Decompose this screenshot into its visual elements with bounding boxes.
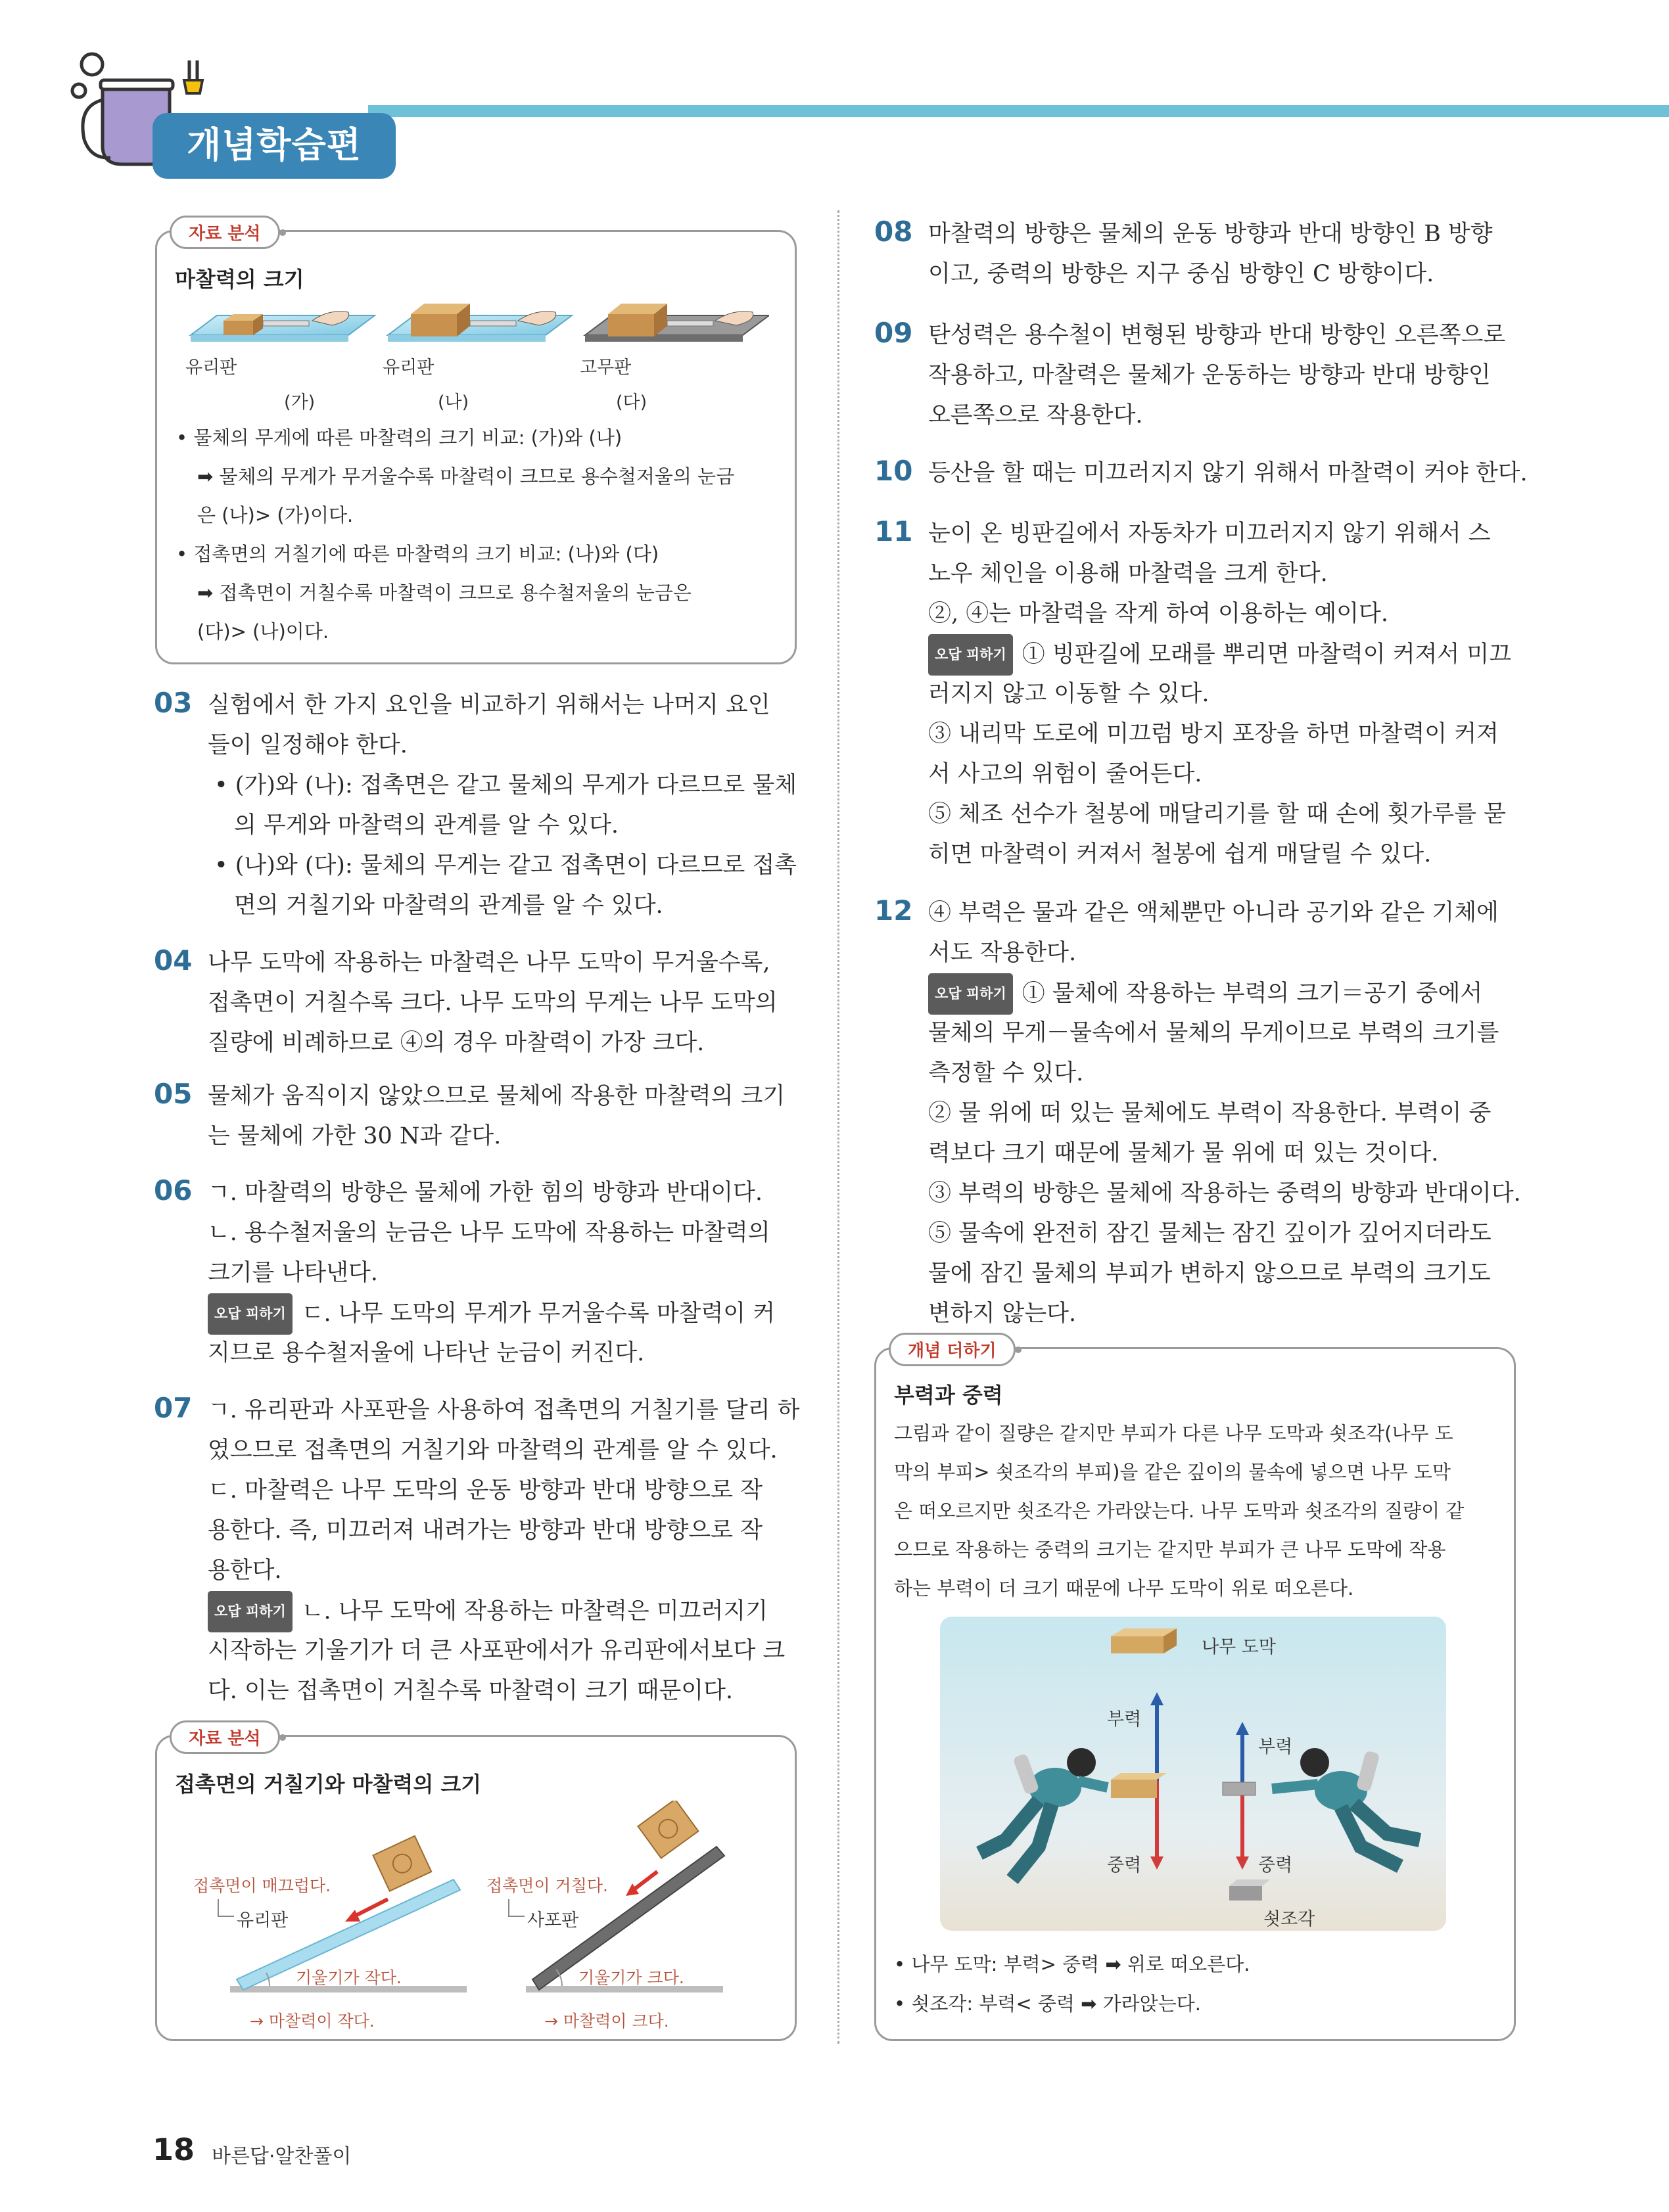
- fig-label-buoyancy-right: 부력: [1258, 1737, 1293, 1757]
- box1-line: 은 (나)> (가)이다.: [197, 504, 354, 526]
- surface-smooth-label: 접촉면이 매끄럽다.: [193, 1876, 331, 1895]
- answer-line: 마찰력의 방향은 물체의 운동 방향과 반대 방향인 B 방향: [928, 221, 1493, 247]
- fig-label-iron: 쇳조각: [1263, 1909, 1315, 1929]
- answer-line: 이고, 중력의 방향은 지구 중심 방향인 C 방향이다.: [928, 261, 1434, 287]
- answer-line: 의 무게와 마찰력의 관계를 알 수 있다.: [234, 812, 619, 839]
- answer-line: 서 사고의 위험이 줄어든다.: [928, 761, 1202, 787]
- answer-number: 09: [874, 317, 913, 349]
- answer-line: ③ 부력의 방향은 물체에 작용하는 중력의 방향과 반대이다.: [928, 1180, 1521, 1207]
- answer-line: ⑤ 체조 선수가 철봉에 매달리기를 할 때 손에 횟가루를 묻: [928, 801, 1506, 827]
- box1-line: • 접촉면의 거칠기에 따른 마찰력의 크기 비교: (나)와 (다): [176, 543, 659, 565]
- fig-label-gravity-right: 중력: [1258, 1855, 1293, 1876]
- box3-line: 막의 부피> 쇳조각의 부피)을 같은 깊이의 물속에 넣으면 나무 도막: [894, 1461, 1451, 1483]
- answer-line: 였으므로 접촉면의 거칠기와 마찰력의 관계를 알 수 있다.: [208, 1437, 778, 1463]
- answer-number: 06: [154, 1174, 193, 1207]
- answer-line: ㄱ. 마찰력의 방향은 물체에 가한 힘의 방향과 반대이다.: [208, 1180, 763, 1206]
- answer-line-odap: [928, 634, 1511, 676]
- friction-large-label: → 마찰력이 크다.: [544, 2012, 669, 2031]
- answer-line: ②, ④는 마찰력을 작게 하여 이용하는 예이다.: [928, 601, 1388, 627]
- box1-line: ➡ 접촉면이 거칠수록 마찰력이 크므로 용수철저울의 눈금은: [197, 582, 692, 604]
- box1-line: • 물체의 무게에 따른 마찰력의 크기 비교: (가)와 (나): [176, 426, 623, 449]
- answer-line: 는 물체에 가한 30 N과 같다.: [208, 1123, 502, 1149]
- fig-label-wood: 나무 도막: [1202, 1637, 1276, 1657]
- answer-line: 히면 마찰력이 커져서 철봉에 쉽게 매달릴 수 있다.: [928, 841, 1432, 867]
- box-tag: 자료 분석: [170, 1720, 280, 1754]
- box1-line: (다)> (나)이다.: [197, 620, 329, 643]
- answer-line: 시작하는 기울기가 더 큰 사포판에서가 유리판에서보다 크: [208, 1638, 786, 1664]
- page-number: 18: [153, 2132, 195, 2167]
- answer-line: ③ 내리막 도로에 미끄럼 방지 포장을 하면 마찰력이 커져: [928, 721, 1499, 747]
- odap-badge: 오답 피하기: [208, 1591, 293, 1632]
- sandpaper-plate-label: 사포판: [527, 1910, 579, 1931]
- answer-line: 면의 거칠기와 마찰력의 관계를 알 수 있다.: [234, 892, 663, 919]
- slope-large-label: 기울기가 크다.: [578, 1968, 684, 1987]
- fig-caption-ga: (가): [284, 392, 316, 413]
- box3-line: 으므로 작용하는 중력의 크기는 같지만 부피가 큰 나무 도막에 작용: [894, 1538, 1446, 1561]
- summary-wood: • 나무 도막: 부력> 중력 ➡ 위로 떠오른다.: [894, 1953, 1250, 1975]
- answer-line-odap: [208, 1293, 775, 1335]
- answer-text: ① 물체에 작용하는 부력의 크기＝공기 중에서: [1022, 980, 1483, 1007]
- answer-line: 노우 체인을 이용해 마찰력을 크게 한다.: [928, 561, 1328, 587]
- answer-line: 변하지 않는다.: [928, 1301, 1077, 1327]
- answer-line: 물에 잠긴 물체의 부피가 변하지 않으므로 부력의 크기도: [928, 1260, 1491, 1287]
- answer-text: ㄷ. 나무 도막의 무게가 무거울수록 마찰력이 커: [301, 1301, 776, 1327]
- box-tag: 자료 분석: [170, 216, 280, 249]
- friction-experiment-figure: [177, 289, 769, 361]
- surface-rough-label: 접촉면이 거칠다.: [486, 1876, 608, 1895]
- box-title: 부력과 중력: [894, 1383, 1003, 1408]
- answer-line: 러지지 않고 이동할 수 있다.: [928, 681, 1210, 707]
- answer-line: ㄷ. 마찰력은 나무 도막의 운동 방향과 반대 방향으로 작: [208, 1477, 763, 1504]
- answer-line: 탄성력은 용수철이 변형된 방향과 반대 방향인 오른쪽으로: [928, 322, 1506, 348]
- glass-plate-label: 유리판: [237, 1910, 289, 1931]
- answer-line: 지므로 용수철저울에 나타난 눈금이 커진다.: [208, 1340, 645, 1366]
- odap-badge: 오답 피하기: [928, 973, 1013, 1015]
- answer-line: 물체가 움직이지 않았으므로 물체에 작용한 마찰력의 크기: [208, 1083, 786, 1109]
- answer-line: ㄱ. 유리판과 사포판을 사용하여 접촉면의 거칠기를 달리 하: [208, 1397, 800, 1423]
- answer-line: • (나)와 (다): 물체의 무게는 같고 접촉면이 다르므로 접촉: [214, 852, 797, 879]
- section-title: 개념학습편: [187, 124, 362, 166]
- summary-iron: • 쇳조각: 부력< 중력 ➡ 가라앉는다.: [894, 1993, 1201, 2015]
- answer-line: 다. 이는 접촉면이 거칠수록 마찰력이 크기 때문이다.: [208, 1678, 734, 1704]
- fig-label-rubber: 고무판: [580, 357, 632, 378]
- answer-line-odap: [928, 973, 1482, 1015]
- column-divider: [837, 210, 839, 2044]
- answer-number: 07: [154, 1392, 193, 1424]
- page-footer-label: 바른답·알찬풀이: [212, 2145, 352, 2168]
- answer-line: 오른쪽으로 작용한다.: [928, 402, 1143, 428]
- answer-line: 작용하고, 마찰력은 물체가 운동하는 방향과 반대 방향인: [928, 362, 1491, 388]
- answer-line: 나무 도막에 작용하는 마찰력은 나무 도막이 무거울수록,: [208, 950, 770, 976]
- underwater-buoyancy-figure: [940, 1617, 1446, 1931]
- fig-caption-na: (나): [438, 392, 469, 413]
- fig-label-glass-2: 유리판: [383, 357, 435, 378]
- answer-line: 용한다. 즉, 미끄러져 내려가는 방향과 반대 방향으로 작: [208, 1517, 763, 1544]
- header-line: [368, 105, 1669, 117]
- fig-caption-da: (다): [616, 392, 647, 413]
- answer-number: 10: [874, 455, 913, 487]
- answer-line: 질량에 비례하므로 ④의 경우 마찰력이 가장 크다.: [208, 1030, 705, 1056]
- answer-line: 접촉면이 거칠수록 크다. 나무 도막의 무게는 나무 도막의: [208, 990, 778, 1016]
- box-title: 접촉면의 거칠기와 마찰력의 크기: [175, 1772, 482, 1797]
- answer-line: 실험에서 한 가지 요인을 비교하기 위해서는 나머지 요인: [208, 692, 770, 718]
- answer-line-odap: [208, 1591, 768, 1632]
- box-tag: 개념 더하기: [889, 1333, 1016, 1366]
- answer-line: 물체의 무게－물속에서 물체의 무게이므로 부력의 크기를: [928, 1020, 1499, 1046]
- answer-line: ④ 부력은 물과 같은 액체뿐만 아니라 공기와 같은 기체에: [928, 900, 1499, 926]
- answer-number: 04: [154, 944, 193, 977]
- answer-line: ② 물 위에 떠 있는 물체에도 부력이 작용한다. 부력이 중: [928, 1100, 1492, 1126]
- answer-number: 08: [874, 216, 913, 248]
- answer-line: ㄴ. 용수철저울의 눈금은 나무 도막에 작용하는 마찰력의: [208, 1220, 770, 1246]
- odap-badge: 오답 피하기: [208, 1293, 293, 1335]
- answer-number: 11: [874, 515, 913, 547]
- box-title: 마찰력의 크기: [175, 267, 304, 292]
- answer-line: 크기를 나타낸다.: [208, 1260, 378, 1286]
- odap-badge: 오답 피하기: [928, 634, 1013, 676]
- box3-line: 은 떠오르지만 쇳조각은 가라앉는다. 나무 도막과 쇳조각의 질량이 같: [894, 1500, 1465, 1522]
- fig-label-buoyancy-left: 부력: [1107, 1709, 1142, 1730]
- answer-line: 눈이 온 빙판길에서 자동차가 미끄러지지 않기 위해서 스: [928, 520, 1491, 547]
- answer-line: 력보다 크기 때문에 물체가 물 위에 떠 있는 것이다.: [928, 1140, 1439, 1166]
- answer-line: 측정할 수 있다.: [928, 1060, 1084, 1086]
- box1-line: ➡ 물체의 무게가 무거울수록 마찰력이 크므로 용수철저울의 눈금: [197, 465, 735, 488]
- answer-number: 12: [874, 894, 913, 927]
- fig-label-gravity-left: 중력: [1107, 1855, 1142, 1876]
- box3-line: 하는 부력이 더 크기 때문에 나무 도막이 위로 떠오른다.: [894, 1577, 1354, 1600]
- box3-line: 그림과 같이 질량은 같지만 부피가 다른 나무 도막과 쇳조각(나무 도: [894, 1422, 1453, 1444]
- friction-small-label: → 마찰력이 작다.: [250, 2012, 375, 2031]
- answer-text: ① 빙판길에 모래를 뿌리면 마찰력이 커져서 미끄: [1022, 641, 1511, 668]
- answer-line: 서도 작용한다.: [928, 940, 1077, 966]
- answer-line: 들이 일정해야 한다.: [208, 732, 408, 758]
- answer-text: ㄴ. 나무 도막에 작용하는 마찰력은 미끄러지기: [301, 1598, 768, 1624]
- answer-line: 용한다.: [208, 1557, 282, 1584]
- fig-label-glass-1: 유리판: [185, 357, 237, 378]
- answer-number: 03: [154, 687, 193, 719]
- answer-number: 05: [154, 1078, 193, 1110]
- answer-line: ⑤ 물속에 완전히 잠긴 물체는 잠긴 깊이가 깊어지더라도: [928, 1220, 1492, 1247]
- answer-line: • (가)와 (나): 접촉면은 같고 물체의 무게가 다르므로 물체: [214, 772, 797, 798]
- slope-small-label: 기울기가 작다.: [296, 1968, 402, 1987]
- answer-line: 등산을 할 때는 미끄러지지 않기 위해서 마찰력이 커야 한다.: [928, 460, 1528, 486]
